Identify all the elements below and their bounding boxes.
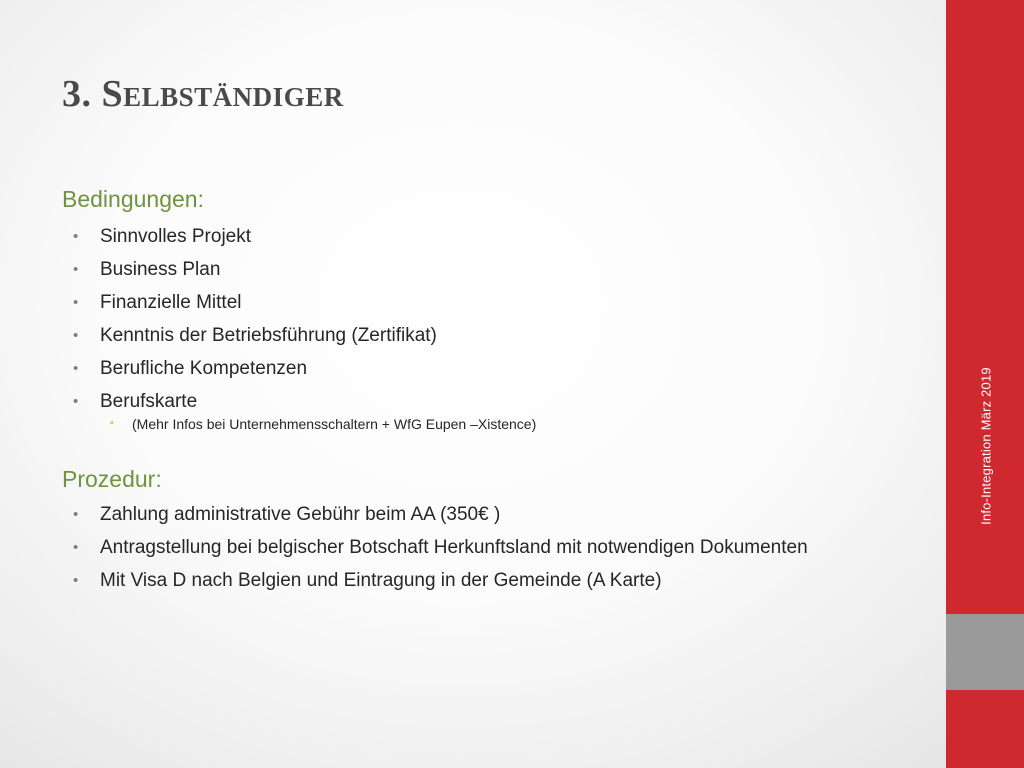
bullet-icon: • — [73, 294, 79, 311]
bullet-icon: • — [73, 228, 79, 245]
list-item — [62, 566, 808, 599]
list-item — [62, 288, 536, 321]
bullet-icon: • — [73, 261, 79, 278]
bullet-icon: • — [73, 572, 79, 589]
list-item-text: Berufliche Kompetenzen — [100, 358, 308, 379]
bullet-icon: • — [73, 393, 79, 410]
list-item-text: Sinnvolles Projekt — [100, 226, 252, 247]
sidebar-footer-text: Info-Integration März 2019 — [978, 367, 994, 525]
sub-list-item — [62, 415, 536, 439]
sub-bullet-icon: ▪ — [110, 417, 114, 429]
list-item-text: Business Plan — [100, 259, 221, 280]
slide-title: 3. Selbständiger — [62, 73, 344, 115]
list-item — [62, 255, 536, 288]
bullet-icon: • — [73, 360, 79, 377]
bullet-icon: • — [73, 506, 79, 523]
list-item-text: Finanzielle Mittel — [100, 292, 242, 313]
bullet-icon: • — [73, 539, 79, 556]
list-item-text: Berufskarte — [100, 391, 198, 412]
list-item — [62, 321, 536, 354]
list-item — [62, 500, 808, 533]
list-item — [62, 222, 536, 255]
list-item — [62, 354, 536, 387]
bullet-list-prozedur — [62, 500, 808, 599]
list-item-text: Zahlung administrative Gebühr beim AA (350€ ) — [100, 504, 501, 525]
section-heading-bedingungen: Bedingungen: — [62, 186, 204, 212]
bullet-icon: • — [73, 327, 79, 344]
sidebar-gray-block — [946, 614, 1024, 690]
sub-list-item-text: (Mehr Infos bei Unternehmensschaltern + WfG Eupen –Xistence) — [132, 416, 537, 432]
list-item — [62, 533, 808, 566]
list-item-text: Kenntnis der Betriebsführung (Zertifikat) — [100, 325, 437, 346]
list-item-text: Mit Visa D nach Belgien und Eintragung in der Gemeinde (A Karte) — [100, 570, 662, 591]
section-heading-prozedur: Prozedur: — [62, 466, 162, 492]
list-item-text: Antragstellung bei belgischer Botschaft Herkunftsland mit notwendigen Dokumenten — [100, 537, 808, 558]
bullet-list-bedingungen — [62, 222, 536, 439]
